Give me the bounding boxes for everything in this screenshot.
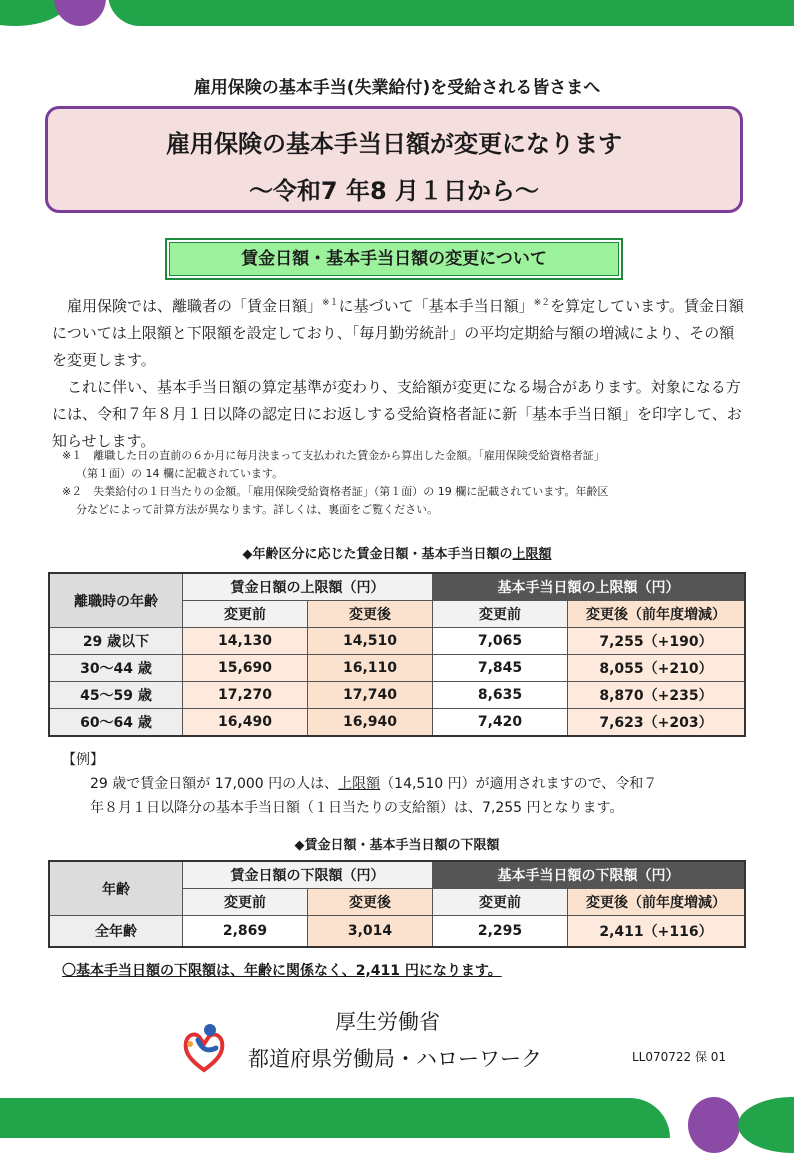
benefit-upper-header: 基本手当日額の上限額（円）: [433, 573, 746, 601]
benefit-after-value: 2,411（+116）: [568, 916, 746, 948]
intro-text-part1: 雇用保険では、離職者の「賃金日額」: [67, 297, 323, 315]
wage-before-value: 2,869: [183, 916, 308, 948]
wage-before-value: 17,270: [183, 682, 308, 709]
row-age: 全年齢: [49, 916, 183, 948]
benefit-before-header: 変更前: [433, 889, 568, 916]
example-line1: [62, 772, 742, 796]
upper-table-title-underlined: 上限額: [512, 547, 552, 562]
footnote-1-line1: ※１ 離職した日の直前の６か月に毎月決まって支払われた賃金から算出した金額。「雇用保険受給資格者証」: [62, 449, 605, 462]
benefit-after-value: 7,623（+203）: [568, 709, 746, 737]
ministry-logo-icon: [180, 1022, 228, 1074]
ministry-name: 厚生労働省: [335, 1010, 440, 1034]
benefit-before-value: 2,295: [433, 916, 568, 948]
benefit-after-header: 変更後（前年度増減）: [568, 889, 746, 916]
benefit-before-value: 8,635: [433, 682, 568, 709]
row-age: 29 歳以下: [49, 628, 183, 655]
bottom-purple-circle: [688, 1097, 740, 1153]
footnotes: [62, 447, 742, 519]
lower-table-title: ◆賃金日額・基本手当日額の下限額: [294, 838, 500, 853]
headline-title: 雇用保険の基本手当日額が変更になります: [166, 130, 622, 158]
intro-text-part2: に基づいて「基本手当日額」: [338, 297, 534, 315]
headline-date: ～令和7 年8 月１日から～: [248, 177, 540, 205]
bottom-right-green-shape: [738, 1097, 794, 1153]
table-row: [49, 709, 745, 737]
table-row: [49, 916, 745, 948]
footnote-1-line2: （第１面）の 14 欄に記載されています。: [76, 467, 284, 480]
col-age-header: 年齢: [49, 861, 183, 916]
table-row: [49, 655, 745, 682]
wage-after-value: 14,510: [308, 628, 433, 655]
wage-before-header: 変更前: [183, 889, 308, 916]
footnote-ref-1: ※１: [322, 298, 339, 308]
col-age-header: 離職時の年齢: [49, 573, 183, 628]
row-age: 60～64 歳: [49, 709, 183, 737]
page-subtitle: 雇用保険の基本手当(失業給付)を受給される皆さまへ: [193, 78, 601, 98]
wage-after-header: 変更後: [308, 601, 433, 628]
wage-after-value: 16,940: [308, 709, 433, 737]
footnote-ref-2: ※２: [533, 298, 551, 308]
wage-after-value: 17,740: [308, 682, 433, 709]
lower-limit-note: 〇基本手当日額の下限額は、年齢に関係なく、2,411 円になります。: [62, 963, 502, 979]
row-age: 30～44 歳: [49, 655, 183, 682]
benefit-before-value: 7,845: [433, 655, 568, 682]
wage-before-value: 14,130: [183, 628, 308, 655]
top-green-band: [108, 0, 794, 26]
upper-table-title: [0, 543, 794, 562]
example-label: 【例】: [62, 752, 104, 768]
wage-before-value: 15,690: [183, 655, 308, 682]
intro-text-part3: を算定しています。賃金日額については上限額と下限額を設定しており、「毎月勤労統計」の平均定期給与額の増減により、その額を変更します。: [52, 297, 744, 369]
wage-lower-header: 賃金日額の下限額（円）: [183, 861, 433, 889]
wage-upper-header: 賃金日額の上限額（円）: [183, 573, 433, 601]
example-block: [62, 748, 742, 820]
document-code: LL070722 保 01: [632, 1050, 727, 1064]
upper-limit-table: [48, 572, 746, 737]
footnote-2-line1: ※２ 失業給付の１日当たりの金額。「雇用保険受給資格者証」（第１面）の 19 欄に記載されています。年齢区: [62, 485, 609, 498]
benefit-before-header: 変更前: [433, 601, 568, 628]
benefit-lower-header: 基本手当日額の下限額（円）: [433, 861, 746, 889]
upper-table-title-prefix: ◆年齢区分に応じた賃金日額・基本手当日額の: [242, 547, 513, 562]
benefit-after-header: 変更後（前年度増減）: [568, 601, 746, 628]
wage-after-value: 16,110: [308, 655, 433, 682]
example-line1-a: 29 歳で賃金日額が 17,000 円の人は、: [90, 776, 339, 792]
wage-before-header: 変更前: [183, 601, 308, 628]
benefit-after-value: 8,870（+235）: [568, 682, 746, 709]
table-row: [49, 628, 745, 655]
bureau-name: 都道府県労働局・ハローワーク: [248, 1047, 542, 1071]
wage-after-value: 3,014: [308, 916, 433, 948]
benefit-after-value: 7,255（+190）: [568, 628, 746, 655]
benefit-before-value: 7,065: [433, 628, 568, 655]
headline-box: [45, 106, 743, 213]
bottom-green-band: [0, 1098, 670, 1138]
lower-limit-table: [48, 860, 746, 948]
intro-text: [52, 290, 744, 455]
top-purple-circle: [54, 0, 106, 26]
example-line2: 年８月１日以降分の基本手当日額（１日当たりの支給額）は、7,255 円となります。: [90, 800, 624, 816]
footnote-2-line2: 分などによって計算方法が異なります。詳しくは、裏面をご覧ください。: [76, 503, 439, 516]
wage-after-header: 変更後: [308, 889, 433, 916]
row-age: 45～59 歳: [49, 682, 183, 709]
example-line1-underlined: 上限額: [338, 776, 381, 792]
wage-before-value: 16,490: [183, 709, 308, 737]
intro-text-para2: これに伴い、基本手当日額の算定基準が変わり、支給額が変更になる場合があります。対象になる方には、令和７年８月１日以降の認定日にお返しする受給資格者証に新「基本手当日額」を印字して、お知らせします。: [52, 378, 742, 450]
section-title: 賃金日額・基本手当日額の変更について: [165, 238, 623, 280]
benefit-after-value: 8,055（+210）: [568, 655, 746, 682]
benefit-before-value: 7,420: [433, 709, 568, 737]
example-line1-b: （14,510 円）が適用されますので、令和７: [380, 776, 658, 792]
table-row: [49, 682, 745, 709]
